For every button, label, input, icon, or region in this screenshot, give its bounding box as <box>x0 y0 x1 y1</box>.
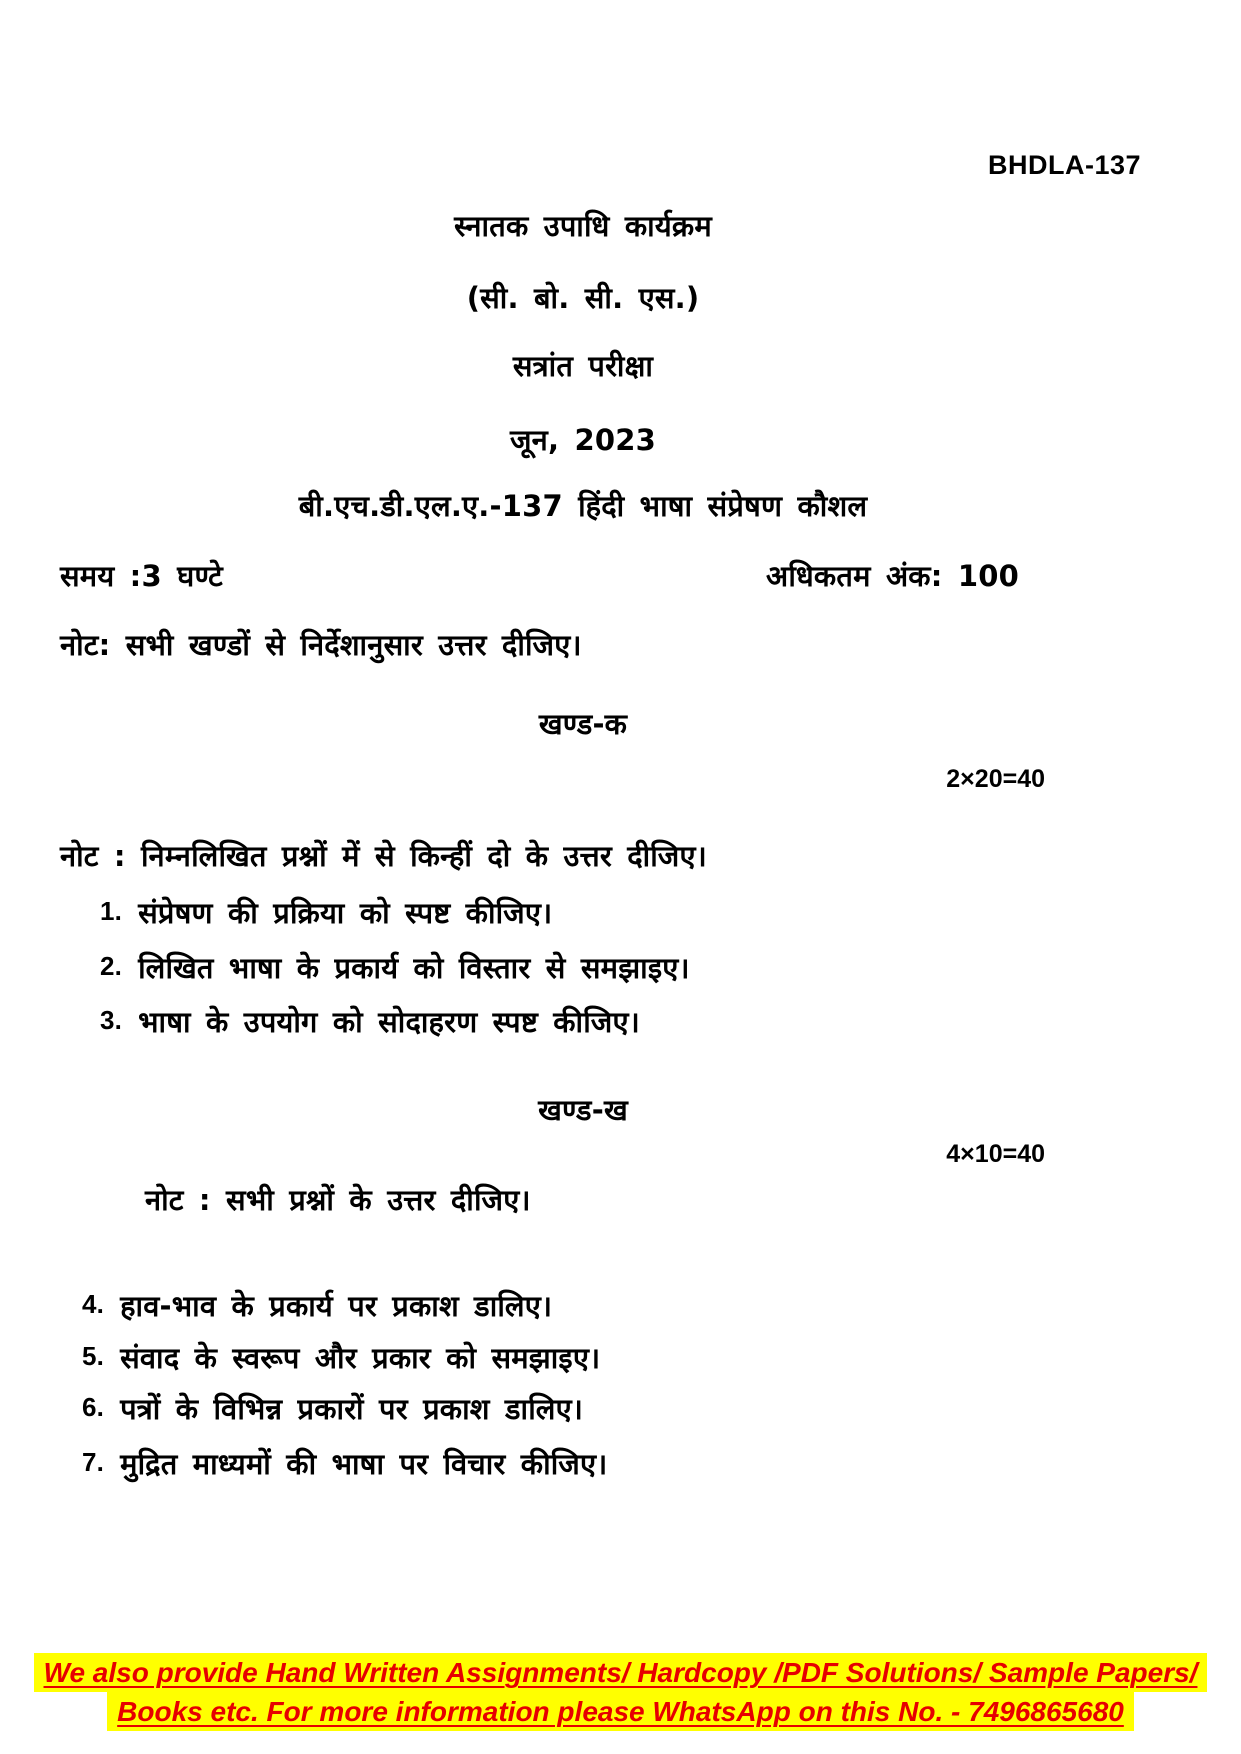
session-line: जून, 2023 <box>509 423 657 457</box>
question-number: 1. <box>100 896 123 926</box>
question-text: पत्रों के विभिन्न प्रकारों पर प्रकाश डालिए। <box>120 1392 584 1426</box>
question-item <box>82 1288 552 1324</box>
question-text: भाषा के उपयोग को सोदाहरण स्पष्ट कीजिए। <box>138 1005 640 1039</box>
footer-banner <box>0 1653 1241 1692</box>
exam-title: सत्रांत परीक्षा <box>512 349 654 383</box>
max-marks: अधिकतम अंक: 100 <box>766 559 1019 593</box>
course-title: बी.एच.डी.एल.ए.-137 हिंदी भाषा संप्रेषण कौशल <box>298 489 868 523</box>
question-item <box>100 1004 640 1040</box>
question-number: 5. <box>82 1341 105 1371</box>
footer-line-1: We also provide Hand Written Assignments/ Hardcopy /PDF Solutions/ Sample Papers/ <box>34 1653 1208 1692</box>
footer-line-2: Books etc. For more information please WhatsApp on this No. - 7496865680 <box>107 1692 1134 1731</box>
section-a-marks: 2×20=40 <box>946 765 1045 793</box>
question-item <box>82 1446 607 1482</box>
question-text: संवाद के स्वरूप और प्रकार को समझाइए। <box>120 1341 601 1375</box>
question-text: लिखित भाषा के प्रकार्य को विस्तार से समझाइए। <box>138 951 690 985</box>
question-item <box>82 1340 600 1376</box>
question-number: 7. <box>82 1447 105 1477</box>
program-title: स्नातक उपाधि कार्यक्रम <box>454 209 712 243</box>
footer-banner <box>0 1692 1241 1731</box>
question-item <box>82 1391 583 1427</box>
section-a-heading: खण्ड-क <box>538 707 628 741</box>
question-text: हाव-भाव के प्रकार्य पर प्रकाश डालिए। <box>120 1289 553 1323</box>
section-b-note: नोट : सभी प्रश्नों के उत्तर दीजिए। <box>145 1183 531 1217</box>
question-item <box>100 895 552 931</box>
section-a-note: नोट : निम्नलिखित प्रश्नों में से किन्हीं दो के उत्तर दीजिए। <box>60 839 707 873</box>
question-item <box>100 950 690 986</box>
section-b-marks: 4×10=40 <box>946 1140 1045 1168</box>
general-note: नोट: सभी खण्डों से निर्देशानुसार उत्तर दीजिए। <box>60 628 582 662</box>
question-text: मुद्रित माध्यमों की भाषा पर विचार कीजिए। <box>120 1447 608 1481</box>
question-number: 3. <box>100 1005 123 1035</box>
question-number: 6. <box>82 1392 105 1422</box>
paper-code: BHDLA-137 <box>988 150 1142 180</box>
scheme-line: (सी. बो. सी. एस.) <box>466 281 700 315</box>
time-allowed: समय :3 घण्टे <box>60 559 223 593</box>
question-number: 2. <box>100 951 123 981</box>
question-text: संप्रेषण की प्रक्रिया को स्पष्ट कीजिए। <box>138 896 553 930</box>
section-b-heading: खण्ड-ख <box>538 1093 628 1127</box>
question-number: 4. <box>82 1289 105 1319</box>
